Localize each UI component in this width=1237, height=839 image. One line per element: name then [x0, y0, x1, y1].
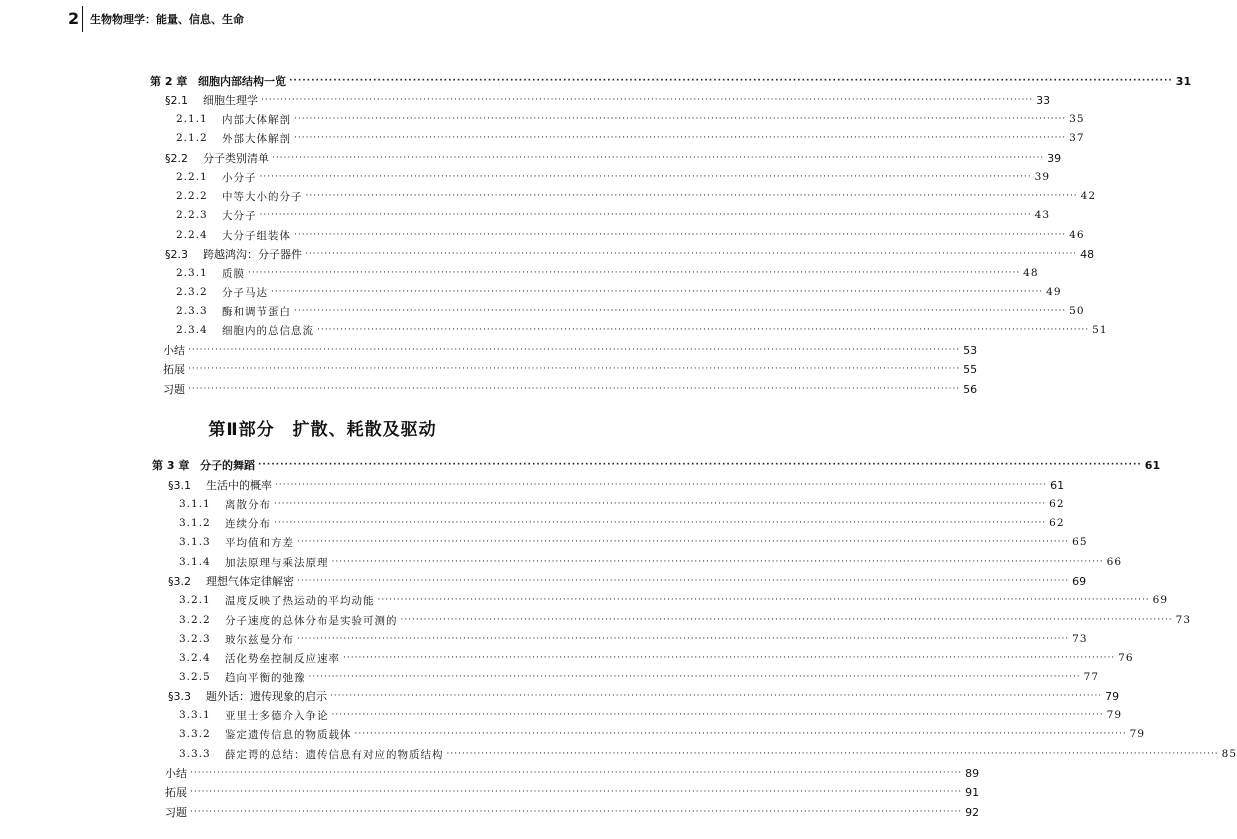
toc-entry-title: 加法原理与乘法原理 — [225, 556, 329, 569]
dot-leader: ········································································································································································································ — [258, 460, 1142, 470]
toc-entry-number: 3.1.4 — [179, 556, 211, 568]
toc-entry — [150, 73, 1192, 89]
dot-leader: ········································································································································································································ — [271, 287, 1044, 297]
toc-entry-title: 理想气体定律解密 — [206, 575, 294, 588]
toc-entry-page: 39 — [1047, 151, 1062, 165]
toc-entry-page: 49 — [1046, 286, 1062, 298]
toc-entry-number: 3.2.5 — [179, 671, 211, 683]
toc-entry — [179, 534, 1088, 550]
toc-entry — [179, 650, 1134, 666]
toc-entry — [176, 227, 1085, 243]
toc-entry — [176, 130, 1085, 146]
toc-entry — [165, 246, 1095, 262]
toc-entry — [165, 150, 1062, 166]
toc-entry-number: 2.1.2 — [176, 132, 208, 144]
toc-entry-number: 3.1.1 — [179, 498, 211, 510]
toc-entry — [165, 784, 980, 800]
toc-entry — [179, 554, 1123, 570]
toc-entry-page: 65 — [1072, 536, 1088, 548]
dot-leader: ········································································································································································································ — [317, 325, 1090, 335]
toc-entry-title: 跨越鸿沟：分子器件 — [203, 248, 302, 261]
toc-entry-page: 69 — [1072, 574, 1087, 588]
toc-entry-page: 53 — [963, 343, 978, 357]
toc-entry-title: 分子类别清单 — [203, 152, 269, 165]
toc-entry-page: 43 — [1034, 209, 1051, 221]
toc-entry — [176, 111, 1085, 127]
toc-entry-number: 2.1.1 — [176, 113, 208, 125]
dot-leader: ········································································································································································································ — [272, 153, 1045, 163]
toc-entry-number: 2.3.2 — [176, 286, 208, 298]
toc-entry-number: 2.2.1 — [176, 171, 208, 183]
toc-entry-number: 第 3 章 — [152, 459, 190, 472]
toc-entry-page: 79 — [1106, 709, 1123, 721]
toc-entry-number: §2.3 — [165, 247, 188, 261]
toc-entry-title: 细胞内部结构一览 — [198, 75, 286, 88]
toc-entry — [165, 92, 1051, 108]
dot-leader: ········································································································································································································ — [305, 249, 1078, 259]
toc-entry-number: 3.2.4 — [179, 652, 211, 664]
dot-leader: ········································································································································································································ — [354, 729, 1127, 739]
toc-entry-title: 温度反映了热运动的平均动能 — [225, 594, 375, 607]
toc-entry-number: 2.3.1 — [176, 267, 208, 279]
dot-leader: ········································································································································································································ — [190, 807, 963, 817]
dot-leader: ········································································································································································································ — [274, 499, 1047, 509]
dot-leader: ········································································································································································································ — [275, 480, 1048, 490]
toc-entry-number: 2.2.2 — [176, 190, 208, 202]
toc-entry-title: 习题 — [163, 383, 185, 396]
toc-entry-page: 31 — [1175, 74, 1192, 88]
toc-entry-title: 平均值和方差 — [225, 536, 294, 549]
toc-entry-page: 73 — [1072, 633, 1088, 645]
toc-entry-page: 77 — [1083, 671, 1100, 683]
dot-leader: ········································································································································································································ — [377, 595, 1150, 605]
dot-leader: ········································································································································································································ — [190, 787, 963, 797]
toc-entry — [176, 169, 1051, 185]
toc-entry-page: 73 — [1175, 614, 1192, 626]
dot-leader: ········································································································································································································ — [308, 672, 1081, 682]
dot-leader: ········································································································································································································ — [190, 768, 963, 778]
toc-entry-page: 69 — [1152, 594, 1169, 606]
toc-entry-number: §2.2 — [165, 151, 188, 165]
dot-leader: ········································································································································································································ — [188, 345, 961, 355]
toc-entry-page: 79 — [1105, 689, 1120, 703]
toc-entry-title: 酶和调节蛋白 — [222, 305, 291, 318]
toc-entry-title: 分子马达 — [222, 286, 268, 299]
toc-entry — [176, 265, 1039, 281]
toc-entry-page: 33 — [1036, 93, 1051, 107]
toc-entry-title: 拓展 — [163, 363, 185, 376]
toc-entry-title: 细胞内的总信息流 — [222, 324, 314, 337]
toc-entry-title: 离散分布 — [225, 498, 271, 511]
toc-entry-title: 分子的舞蹈 — [200, 459, 255, 472]
toc-entry — [179, 746, 1237, 762]
toc-entry — [176, 188, 1097, 204]
toc-entry — [152, 457, 1161, 473]
dot-leader: ········································································································································································································ — [294, 114, 1067, 124]
toc-entry-title: 趋向平衡的弛豫 — [225, 671, 306, 684]
toc-entry-title: 习题 — [165, 806, 187, 819]
dot-leader: ········································································································································································································ — [330, 691, 1103, 701]
toc-entry-page: 91 — [965, 785, 980, 799]
toc-entry — [176, 284, 1062, 300]
toc-entry-title: 小结 — [165, 767, 187, 780]
toc-entry-title: 大分子 — [222, 209, 257, 222]
toc-entry-number: 2.2.4 — [176, 229, 208, 241]
dot-leader: ········································································································································································································ — [294, 230, 1067, 240]
toc-entry — [163, 342, 978, 358]
dot-leader: ········································································································································································································ — [297, 576, 1070, 586]
toc-entry-page: 79 — [1129, 728, 1146, 740]
dot-leader: ········································································································································································································ — [331, 557, 1104, 567]
toc-entry — [165, 765, 980, 781]
toc-entry — [179, 707, 1123, 723]
dot-leader: ········································································································································································································ — [259, 172, 1032, 182]
dot-leader: ········································································································································································································ — [188, 384, 961, 394]
dot-leader: ········································································································································································································ — [297, 537, 1070, 547]
dot-leader: ········································································································································································································ — [289, 76, 1173, 86]
dot-leader: ········································································································································································································ — [274, 518, 1047, 528]
dot-leader: ········································································································································································································ — [331, 710, 1104, 720]
toc-entry-title: 亚里士多德介入争论 — [225, 709, 329, 722]
running-title: 生物物理学：能量、信息、生命 — [90, 13, 244, 26]
toc-entry-title: 题外话：遗传现象的启示 — [206, 690, 327, 703]
toc-entry-number: 2.3.3 — [176, 305, 208, 317]
toc-entry — [163, 381, 978, 397]
toc-entry-title: 外部大体解剖 — [222, 132, 291, 145]
toc-entry-title: 内部大体解剖 — [222, 113, 291, 126]
toc-entry-page: 61 — [1050, 478, 1065, 492]
dot-leader: ········································································································································································································ — [259, 210, 1032, 220]
toc-entry-page: 76 — [1118, 652, 1134, 664]
toc-entry-page: 62 — [1049, 498, 1065, 510]
toc-entry-page: 89 — [965, 766, 980, 780]
toc-entry-title: 细胞生理学 — [203, 94, 258, 107]
toc-entry — [176, 303, 1085, 319]
toc-entry-title: 玻尔兹曼分布 — [225, 633, 294, 646]
toc-entry-page: 55 — [963, 362, 978, 376]
toc-entry-page: 37 — [1069, 132, 1085, 144]
dot-leader: ········································································································································································································ — [400, 615, 1173, 625]
toc-entry — [168, 477, 1065, 493]
toc-entry-title: 拓展 — [165, 786, 187, 799]
dot-leader: ········································································································································································································ — [446, 749, 1219, 759]
toc-entry-page: 62 — [1049, 517, 1065, 529]
dot-leader: ········································································································································································································ — [248, 268, 1021, 278]
header-divider — [82, 6, 83, 32]
toc-entry — [179, 496, 1065, 512]
toc-entry-number: 2.3.4 — [176, 324, 208, 336]
toc-entry-page: 42 — [1080, 190, 1097, 202]
toc-entry-title: 鉴定遗传信息的物质载体 — [225, 728, 352, 741]
dot-leader: ········································································································································································································ — [261, 95, 1034, 105]
toc-entry-title: 质膜 — [222, 267, 245, 280]
toc-entry — [165, 804, 980, 820]
dot-leader: ········································································································································································································ — [294, 133, 1067, 143]
toc-entry-page: 92 — [965, 805, 980, 819]
toc-entry — [163, 361, 978, 377]
toc-entry-title: 薛定谔的总结：遗传信息有对应的物质结构 — [225, 748, 444, 761]
toc-entry-page: 35 — [1069, 113, 1085, 125]
part-title: 第Ⅱ部分 扩散、耗散及驱动 — [208, 420, 437, 440]
toc-entry — [176, 207, 1051, 223]
toc-entry-title: 小分子 — [222, 171, 257, 184]
toc-entry-number: 3.2.2 — [179, 614, 211, 626]
toc-entry-number: §2.1 — [165, 93, 188, 107]
dot-leader: ········································································································································································································ — [294, 306, 1067, 316]
toc-entry — [168, 573, 1087, 589]
toc-entry — [179, 592, 1169, 608]
toc-entry-title: 分子速度的总体分布是实验可测的 — [225, 614, 398, 627]
toc-entry-number: §3.2 — [168, 574, 191, 588]
toc-entry-title: 中等大小的分子 — [222, 190, 303, 203]
toc-entry-number: 2.2.3 — [176, 209, 208, 221]
toc-entry-title: 活化势垒控制反应速率 — [225, 652, 340, 665]
toc-entry-page: 66 — [1106, 556, 1123, 568]
toc-entry-number: 3.2.3 — [179, 633, 211, 645]
dot-leader: ········································································································································································································ — [343, 653, 1116, 663]
toc-entry-page: 39 — [1034, 171, 1051, 183]
toc-entry — [176, 322, 1108, 338]
toc-entry — [179, 612, 1192, 628]
toc-entry-page: 85 — [1221, 748, 1237, 760]
toc-entry-number: 第 2 章 — [150, 75, 188, 88]
toc-entry-title: 生活中的概率 — [206, 479, 272, 492]
toc-entry-number: 3.2.1 — [179, 594, 211, 606]
running-header — [0, 0, 645, 40]
toc-entry-page: 46 — [1069, 229, 1085, 241]
dot-leader: ········································································································································································································ — [305, 191, 1078, 201]
toc-entry — [179, 669, 1100, 685]
toc-entry-title: 小结 — [163, 344, 185, 357]
page-number: 2 — [68, 9, 80, 28]
toc-entry-number: 3.3.1 — [179, 709, 211, 721]
toc-entry-number: 3.1.2 — [179, 517, 211, 529]
toc-entry-page: 48 — [1080, 247, 1095, 261]
toc-entry-page: 56 — [963, 382, 978, 396]
toc-entry-number: §3.3 — [168, 689, 191, 703]
dot-leader: ········································································································································································································ — [297, 634, 1070, 644]
toc-entry-number: 3.1.3 — [179, 536, 211, 548]
toc-entry-page: 61 — [1144, 458, 1161, 472]
dot-leader: ········································································································································································································ — [188, 364, 961, 374]
toc-entry-page: 50 — [1069, 305, 1085, 317]
toc-entry — [179, 726, 1146, 742]
toc-entry-number: §3.1 — [168, 478, 191, 492]
toc-entry — [168, 688, 1120, 704]
toc-entry-page: 51 — [1092, 324, 1108, 336]
toc-entry — [179, 631, 1088, 647]
toc-entry-number: 3.3.2 — [179, 728, 211, 740]
toc-entry-page: 48 — [1023, 267, 1039, 279]
toc-entry-title: 连续分布 — [225, 517, 271, 530]
toc-entry-number: 3.3.3 — [179, 748, 211, 760]
toc-entry-title: 大分子组装体 — [222, 229, 291, 242]
toc-entry — [179, 515, 1065, 531]
